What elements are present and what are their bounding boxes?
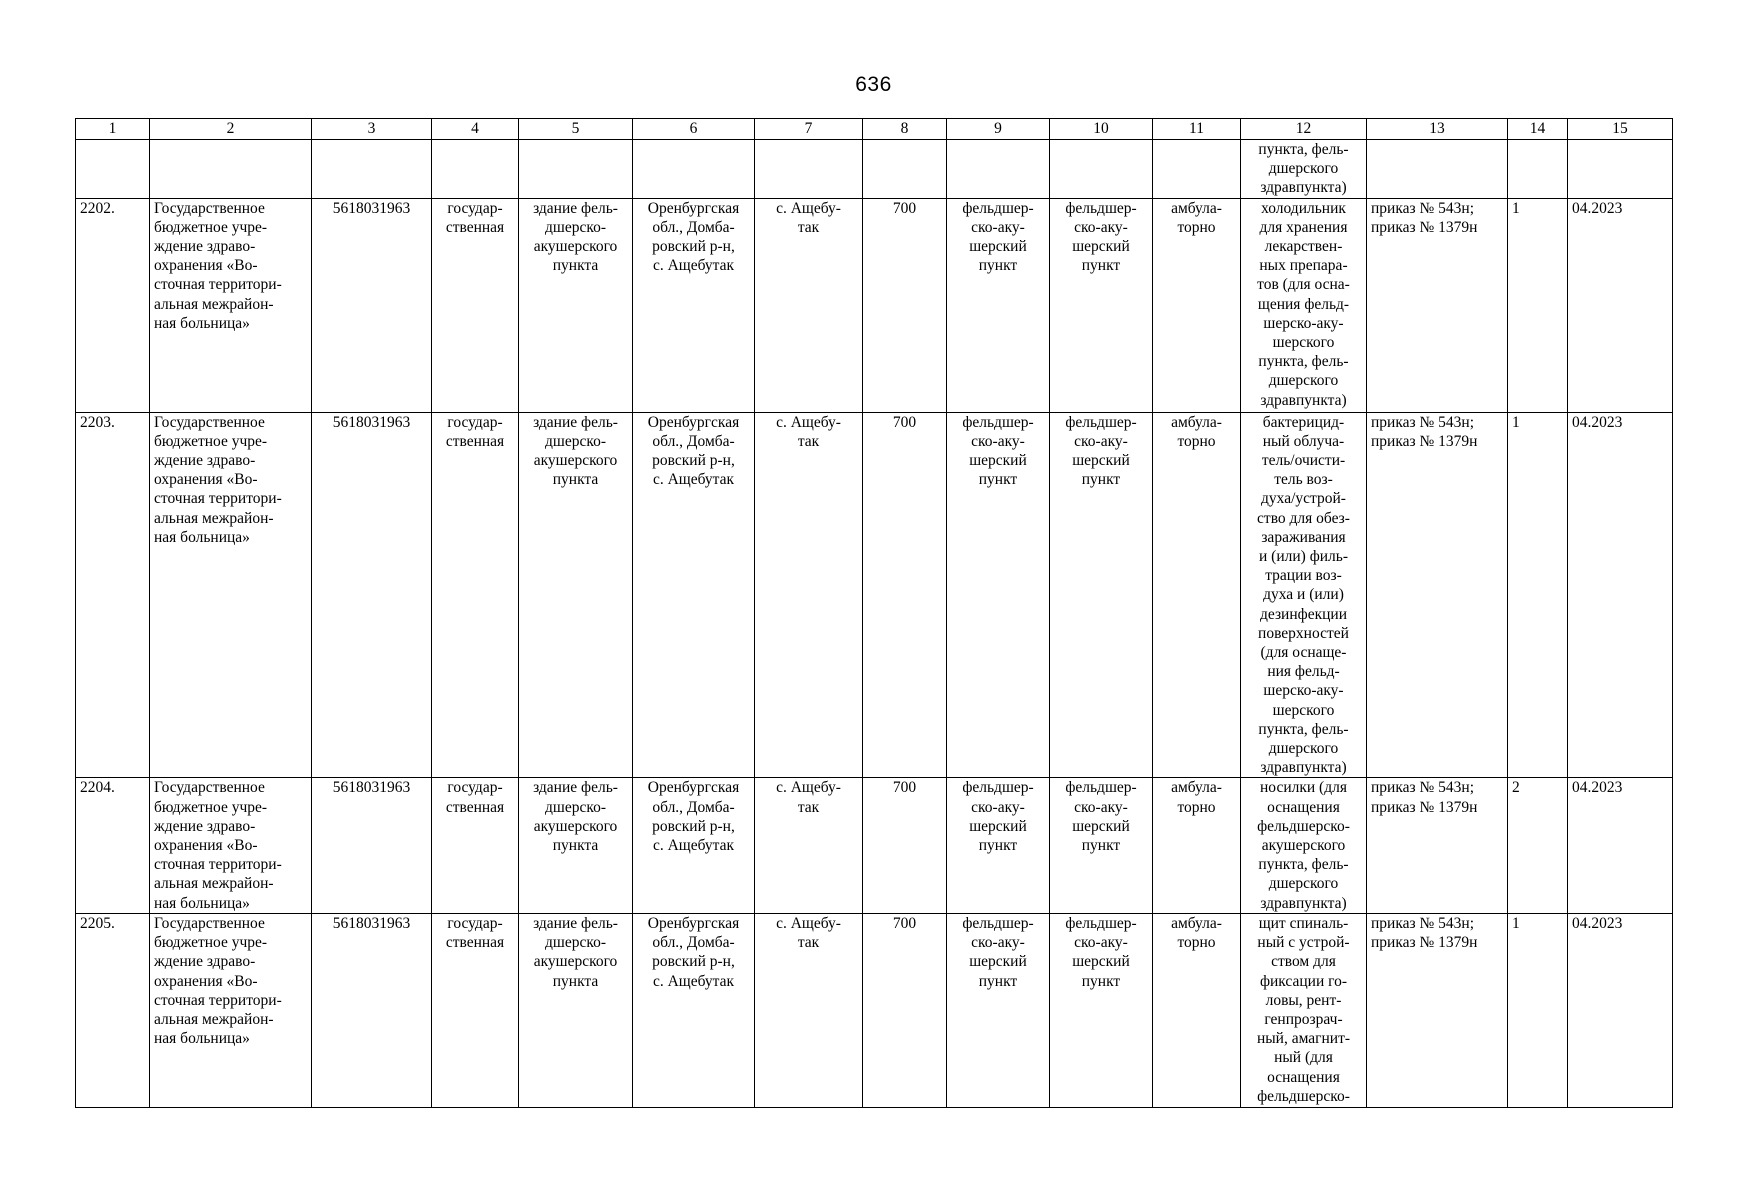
organization-cell: Государственное бюджетное учре- ждение здраво- охранения «Во- сточная территори- альная межрайон- ная больница» <box>150 778 312 913</box>
column-header: 10 <box>1050 119 1153 140</box>
header-row <box>76 119 1673 140</box>
column-header: 7 <box>755 119 863 140</box>
row-number: 2202. <box>76 198 150 412</box>
table-cell <box>863 140 947 199</box>
care-type-cell: амбула- торно <box>1153 412 1241 778</box>
column-header: 9 <box>947 119 1050 140</box>
organization-cell: Государственное бюджетное учре- ждение здраво- охранения «Во- сточная территори- альная межрайон- ная больница» <box>150 913 312 1107</box>
table-cell <box>519 140 633 199</box>
table-cell <box>1568 140 1673 199</box>
equipment-cell: пункта, фель- дшерского здравпункта) <box>1241 140 1367 199</box>
inn-cell: 5618031963 <box>312 198 432 412</box>
basis-cell: приказ № 543н; приказ № 1379н <box>1367 412 1508 778</box>
basis-cell: приказ № 543н; приказ № 1379н <box>1367 198 1508 412</box>
table-row <box>76 198 1673 412</box>
table-cell <box>1050 140 1153 199</box>
column-header: 6 <box>633 119 755 140</box>
column-header: 1 <box>76 119 150 140</box>
table-cell <box>1508 140 1568 199</box>
table-row <box>76 913 1673 1107</box>
table-cell <box>312 140 432 199</box>
column-header: 8 <box>863 119 947 140</box>
unit-name-cell: фельдшер- ско-аку- шерский пункт <box>1050 198 1153 412</box>
basis-cell: приказ № 543н; приказ № 1379н <box>1367 778 1508 913</box>
date-cell: 04.2023 <box>1568 913 1673 1107</box>
table-cell <box>633 140 755 199</box>
column-header: 12 <box>1241 119 1367 140</box>
table-row <box>76 412 1673 778</box>
address-cell: Оренбургская обл., Домба- ровский р-н, с. Ащебутак <box>633 778 755 913</box>
population-cell: 700 <box>863 778 947 913</box>
ownership-cell: государ- ственная <box>432 198 519 412</box>
care-type-cell: амбула- торно <box>1153 198 1241 412</box>
locality-cell: с. Ащебу- так <box>755 913 863 1107</box>
quantity-cell: 2 <box>1508 778 1568 913</box>
population-cell: 700 <box>863 913 947 1107</box>
ownership-cell: государ- ственная <box>432 778 519 913</box>
population-cell: 700 <box>863 198 947 412</box>
building-cell: здание фель- дшерско- акушерского пункта <box>519 778 633 913</box>
equipment-cell: холодильник для хранения лекарствен- ных препара- тов (для осна- щения фельд- шерско-аку- шерского пункта, фель- дшерского здравпункта) <box>1241 198 1367 412</box>
organization-cell: Государственное бюджетное учре- ждение здраво- охранения «Во- сточная территори- альная межрайон- ная больница» <box>150 198 312 412</box>
locality-cell: с. Ащебу- так <box>755 778 863 913</box>
date-cell: 04.2023 <box>1568 778 1673 913</box>
unit-name-cell: фельдшер- ско-аку- шерский пункт <box>1050 778 1153 913</box>
building-cell: здание фель- дшерско- акушерского пункта <box>519 913 633 1107</box>
inn-cell: 5618031963 <box>312 412 432 778</box>
care-type-cell: амбула- торно <box>1153 913 1241 1107</box>
inn-cell: 5618031963 <box>312 913 432 1107</box>
ownership-cell: государ- ственная <box>432 913 519 1107</box>
table-cell <box>755 140 863 199</box>
ownership-cell: государ- ственная <box>432 412 519 778</box>
column-header: 13 <box>1367 119 1508 140</box>
unit-name-cell: фельдшер- ско-аку- шерский пункт <box>1050 412 1153 778</box>
equipment-cell: бактерицид- ный облуча- тель/очисти- тель воз- духа/устрой- ство для обез- зараживания и (или) филь- трации воз- духа и (или) дезинфекции поверхностей (для оснаще- ния фельд- шерско-аку- шерского пункта, фель- дшерского здравпункта) <box>1241 412 1367 778</box>
column-header: 11 <box>1153 119 1241 140</box>
quantity-cell: 1 <box>1508 913 1568 1107</box>
table-row <box>76 778 1673 913</box>
column-header: 14 <box>1508 119 1568 140</box>
table-cell <box>432 140 519 199</box>
building-cell: здание фель- дшерско- акушерского пункта <box>519 198 633 412</box>
care-type-cell: амбула- торно <box>1153 778 1241 913</box>
table-cell <box>947 140 1050 199</box>
unit-type-cell: фельдшер- ско-аку- шерский пункт <box>947 412 1050 778</box>
organization-cell: Государственное бюджетное учре- ждение здраво- охранения «Во- сточная территори- альная межрайон- ная больница» <box>150 412 312 778</box>
register-table <box>75 118 1673 1108</box>
unit-name-cell: фельдшер- ско-аку- шерский пункт <box>1050 913 1153 1107</box>
address-cell: Оренбургская обл., Домба- ровский р-н, с. Ащебутак <box>633 412 755 778</box>
column-header: 15 <box>1568 119 1673 140</box>
inn-cell: 5618031963 <box>312 778 432 913</box>
address-cell: Оренбургская обл., Домба- ровский р-н, с. Ащебутак <box>633 198 755 412</box>
column-header: 5 <box>519 119 633 140</box>
table-cell <box>76 140 150 199</box>
unit-type-cell: фельдшер- ско-аку- шерский пункт <box>947 198 1050 412</box>
table-cell <box>150 140 312 199</box>
table-row-continuation <box>76 140 1673 199</box>
quantity-cell: 1 <box>1508 198 1568 412</box>
equipment-cell: щит спиналь- ный с устрой- ством для фиксации го- ловы, рент- генпрозрач- ный, амагнит- ный (для оснащения фельдшерско- <box>1241 913 1367 1107</box>
date-cell: 04.2023 <box>1568 412 1673 778</box>
row-number: 2205. <box>76 913 150 1107</box>
unit-type-cell: фельдшер- ско-аку- шерский пункт <box>947 913 1050 1107</box>
quantity-cell: 1 <box>1508 412 1568 778</box>
basis-cell: приказ № 543н; приказ № 1379н <box>1367 913 1508 1107</box>
column-header: 4 <box>432 119 519 140</box>
equipment-cell: носилки (для оснащения фельдшерско- акушерского пункта, фель- дшерского здравпункта) <box>1241 778 1367 913</box>
table-cell <box>1153 140 1241 199</box>
column-header: 2 <box>150 119 312 140</box>
building-cell: здание фель- дшерско- акушерского пункта <box>519 412 633 778</box>
locality-cell: с. Ащебу- так <box>755 412 863 778</box>
unit-type-cell: фельдшер- ско-аку- шерский пункт <box>947 778 1050 913</box>
table-cell <box>1367 140 1508 199</box>
row-number: 2204. <box>76 778 150 913</box>
page-number: 636 <box>855 73 892 96</box>
column-header: 3 <box>312 119 432 140</box>
date-cell: 04.2023 <box>1568 198 1673 412</box>
locality-cell: с. Ащебу- так <box>755 198 863 412</box>
row-number: 2203. <box>76 412 150 778</box>
address-cell: Оренбургская обл., Домба- ровский р-н, с. Ащебутак <box>633 913 755 1107</box>
population-cell: 700 <box>863 412 947 778</box>
